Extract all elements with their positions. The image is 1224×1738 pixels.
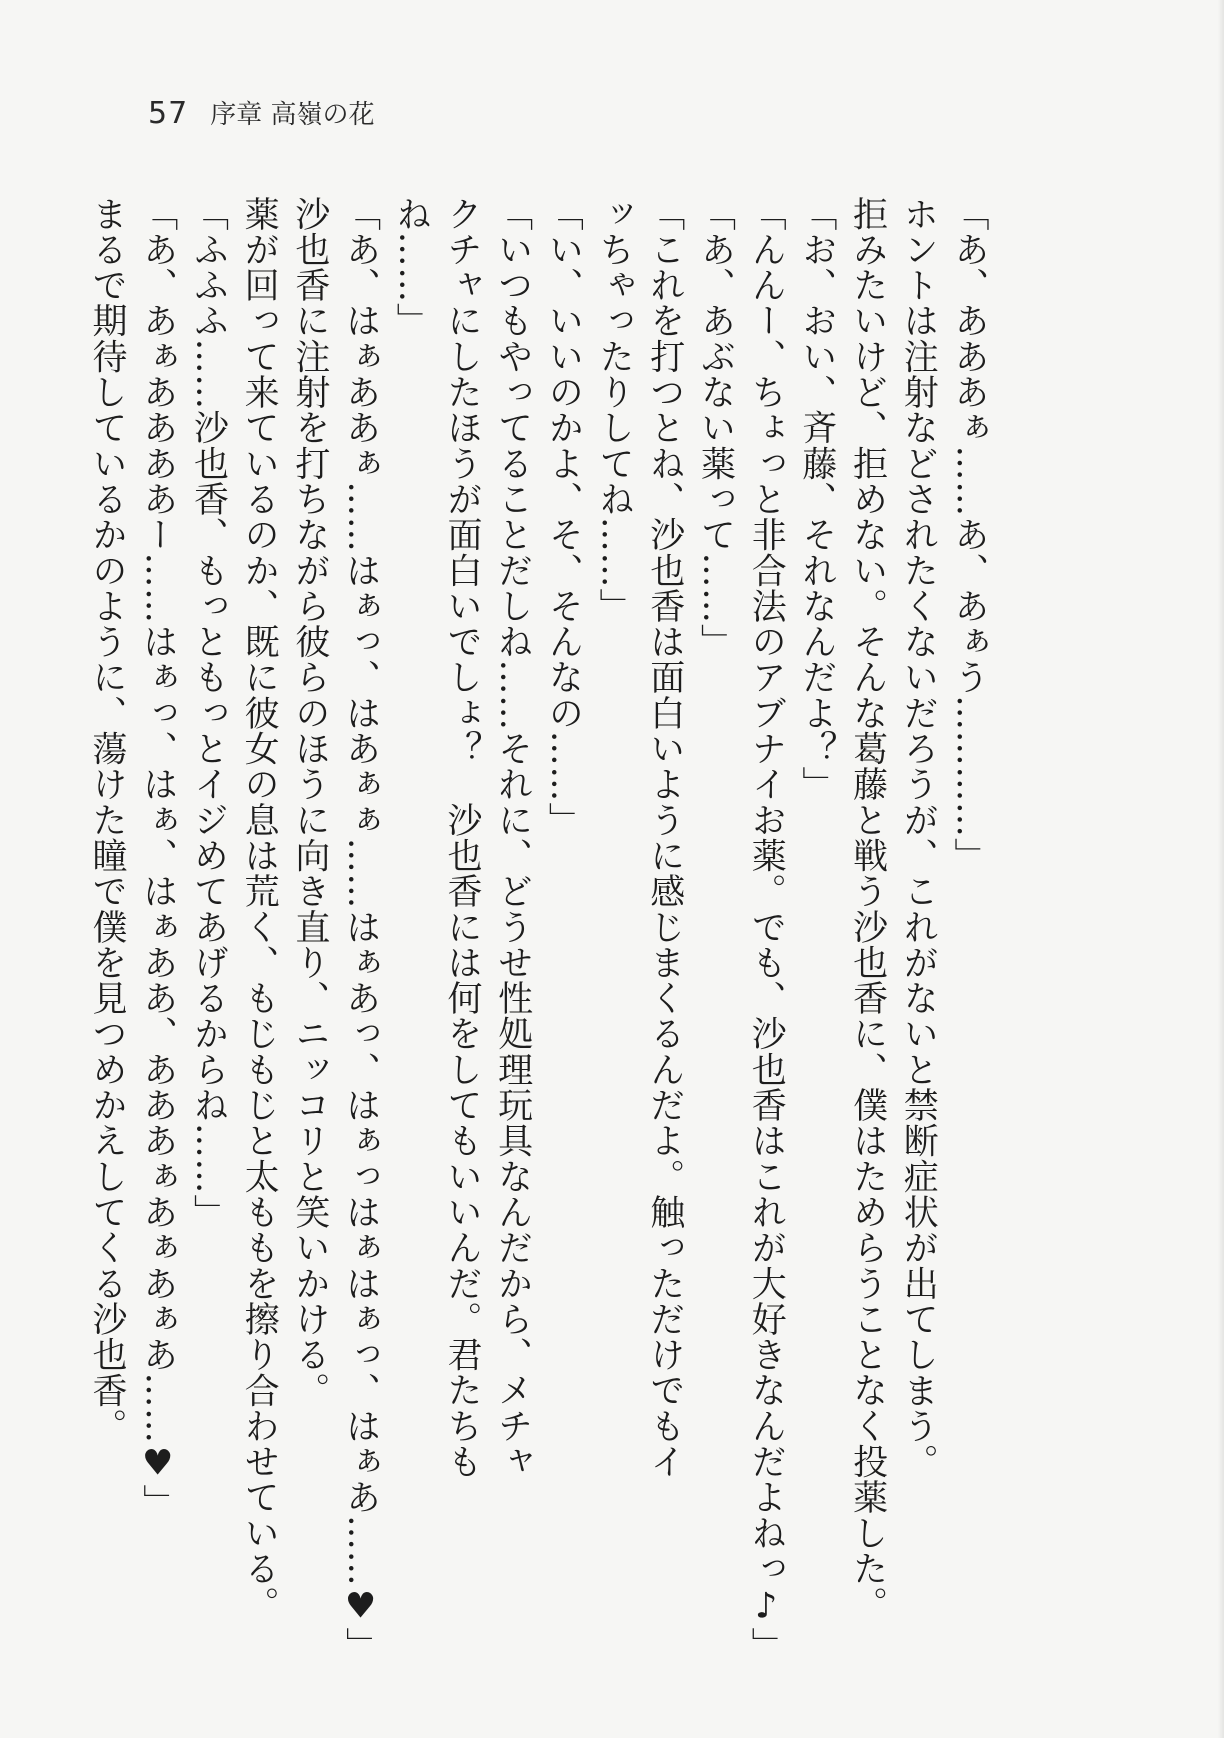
text-paragraph: 「お、おい、斉藤、それなんだよ？」 [796,196,837,803]
text-paragraph: 拒みたいけど、拒めない。そんな葛藤と戦う沙也香に、僕はためらうことなく投薬した。 [847,196,888,1622]
text-paragraph: 「あ、あぁああああー……はぁっ、はぁ、はぁああ、あああぁあぁあぁあ……♥」 [137,196,178,1521]
vertical-body-text [81,196,994,1663]
text-paragraph: 「んんー、ちょっと非合法のアブナイお薬。でも、沙也香はこれが大好きなんだよねっ♪」 [746,196,787,1663]
text-paragraph: 沙也香に注射を打ちながら彼らのほうに向き直り、ニッコリと笑いかける。 [289,196,330,1409]
text-paragraph: 「いつもやってることだしね……それに、どうせ性処理玩具なんだから、メチャクチャにしたほうが面白いでしょ？ 沙也香には何をしてもいいんだ。君たちもね……」 [391,196,533,1480]
text-paragraph: 「い、いいのかよ、そ、そんなの……」 [543,196,584,838]
text-paragraph: 「ふふふ……沙也香、もっともっとイジめてあげるからね……」 [188,196,229,1230]
text-paragraph: ホントは注射などされたくないだろうが、これがないと禁断症状が出てしまう。 [898,196,939,1480]
text-paragraph: 「あ、はぁああぁ……はぁっ、はあぁぁ……はぁあっ、はぁっはぁはぁっ、はぁあ……♥」 [340,196,381,1663]
text-paragraph: 「あ、あぶない薬って……」 [695,196,736,660]
running-header [148,94,374,131]
text-paragraph: 「これを打つとね、沙也香は面白いように感じまくるんだよ。触っただけでもイッちゃったりしてね……」 [594,196,685,1480]
text-paragraph: 薬が回って来ているのか、既に彼女の息は荒く、もじもじと太ももを擦り合わせている。 [239,196,280,1622]
text-paragraph: 「あ、あああぁ……あ、あぁう…………」 [949,196,989,874]
page-number: 57 [148,96,189,131]
text-paragraph: まるで期待しているかのように、蕩けた瞳で僕を見つめかえしてくる沙也香。 [87,196,128,1444]
page-edge-shadow [1218,0,1224,1738]
chapter-title: 序章 高嶺の花 [210,100,375,130]
